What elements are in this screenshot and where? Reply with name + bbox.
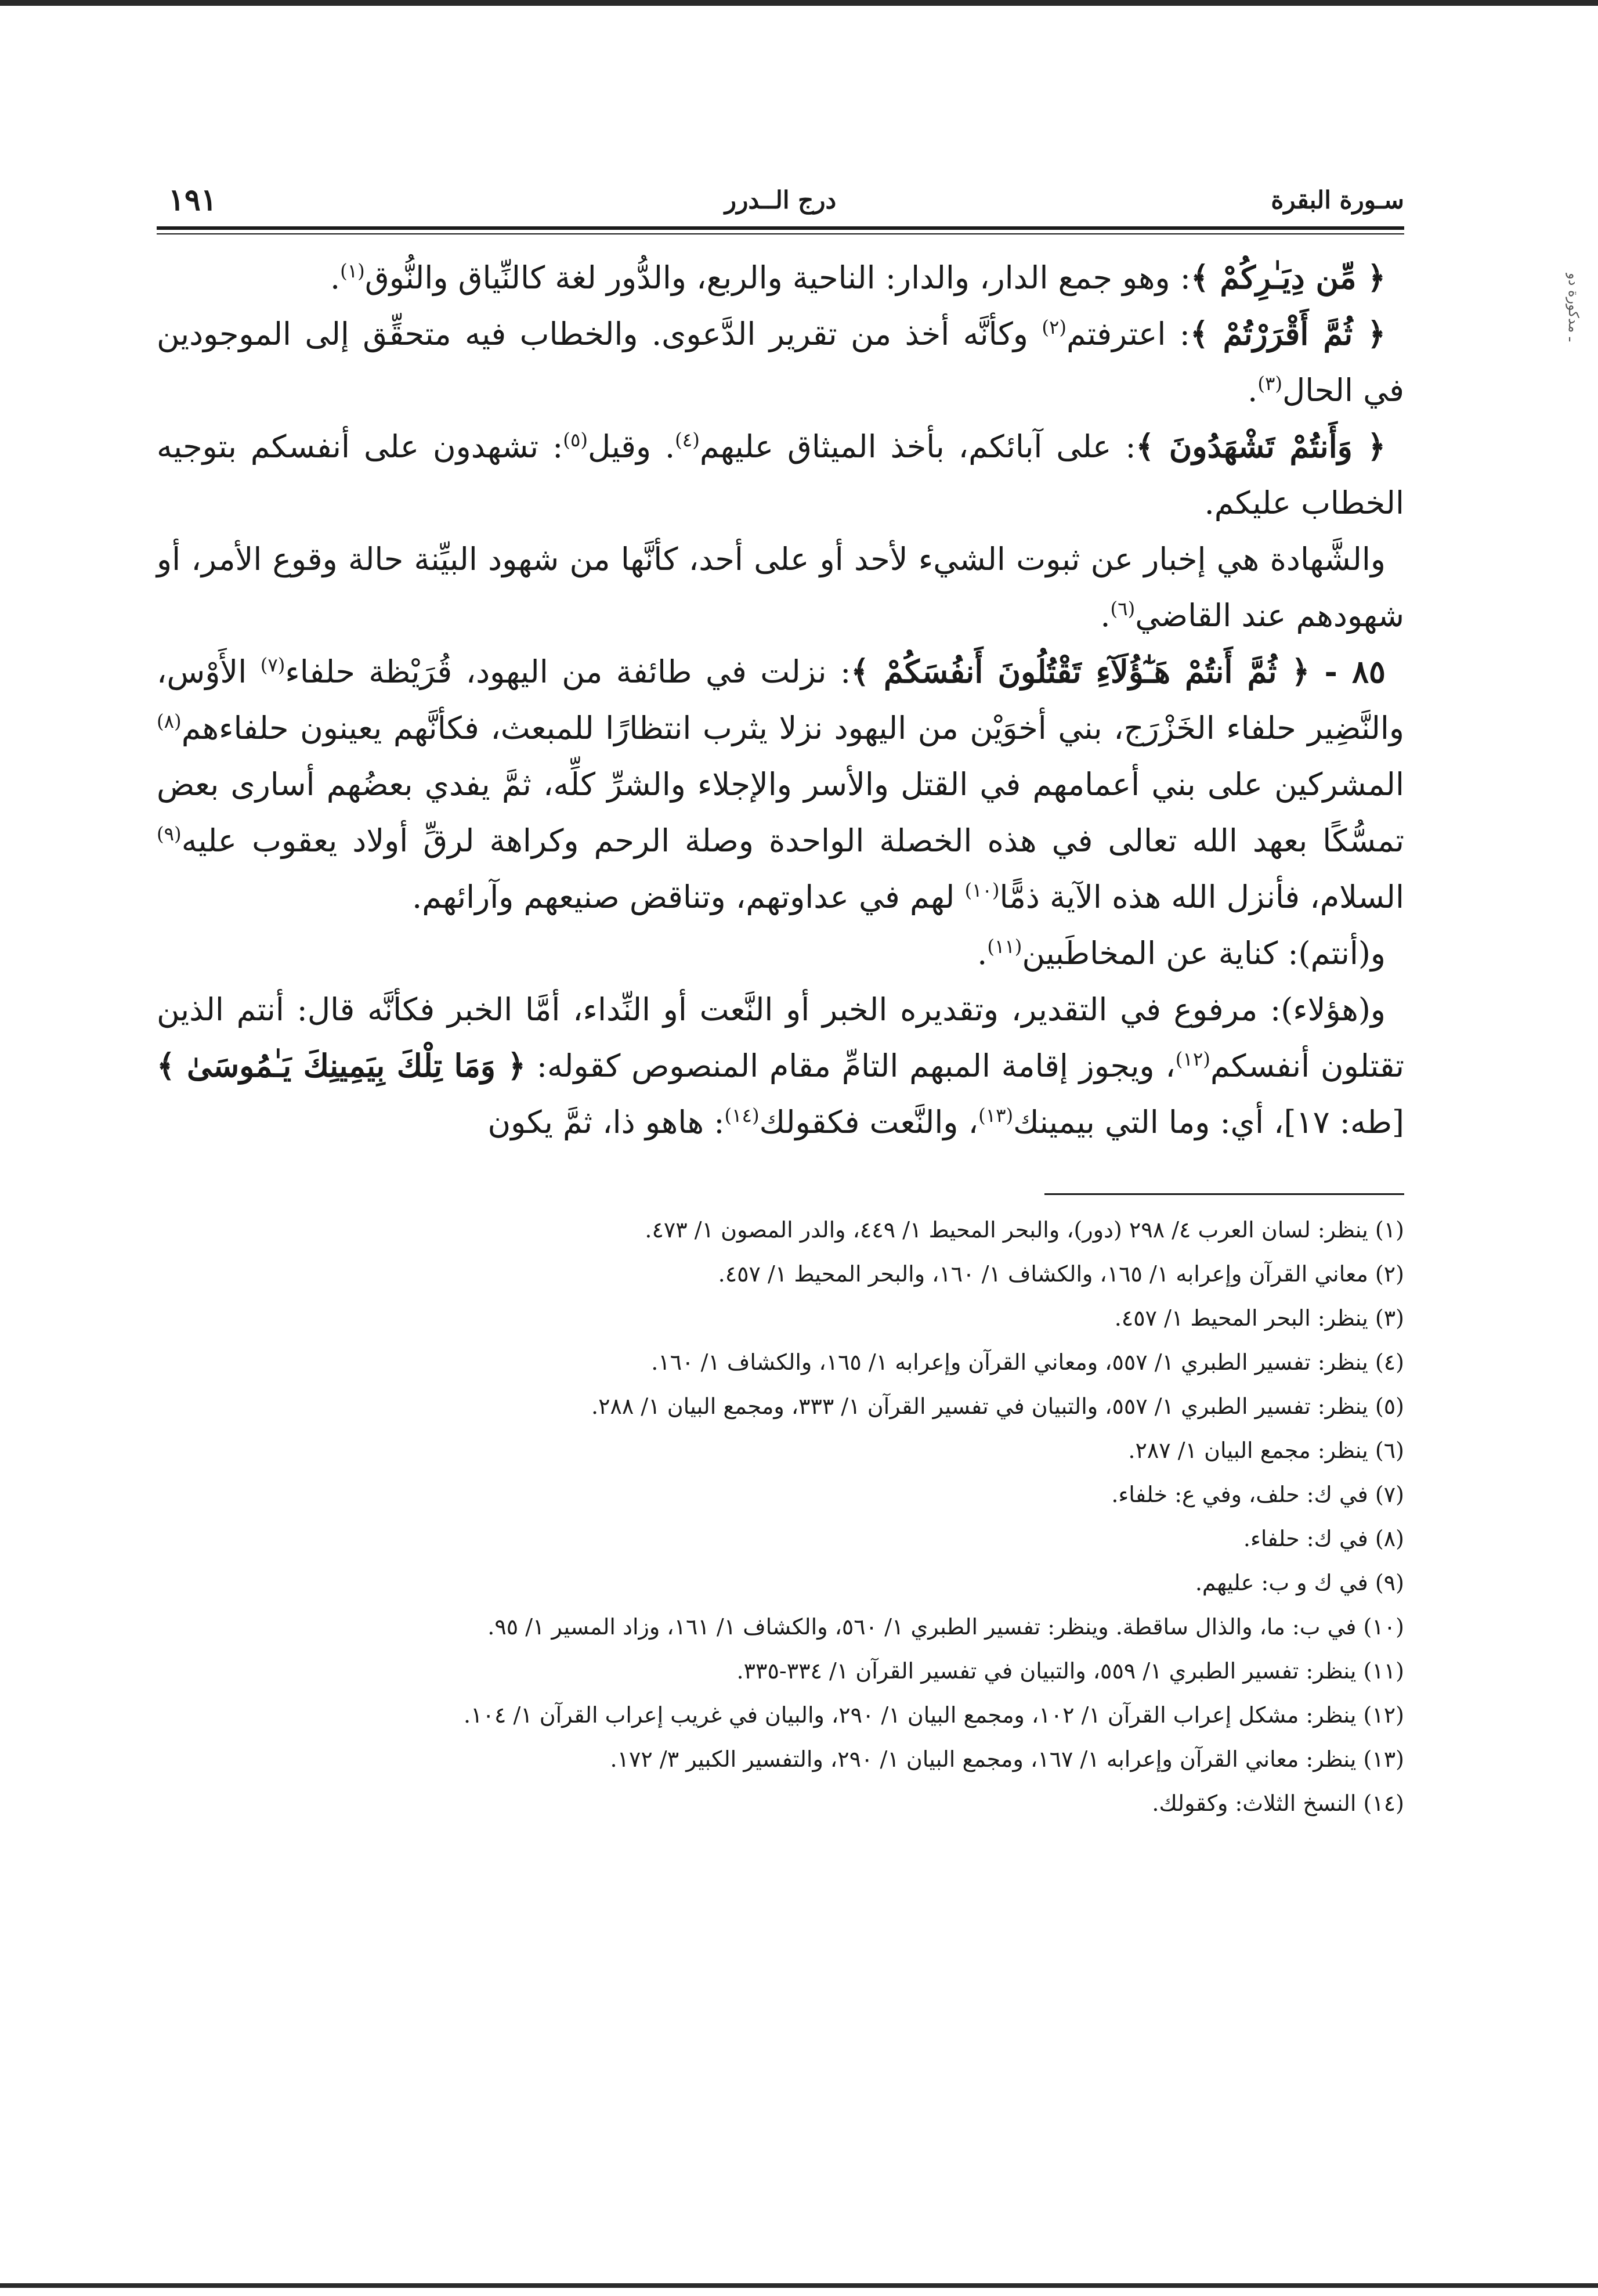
book-title: درج الــدرر [724,186,837,214]
footnote-ref: (١٢) [1175,1048,1210,1070]
paragraph [157,250,1404,306]
text: [طه: ١٧]، أي: وما التي بيمينك [1013,1104,1404,1140]
footnote: (٣) ينظر: البحر المحيط ١/ ٤٥٧. [1114,1305,1404,1331]
footnote-ref: (٢) [1042,316,1067,338]
paragraph-verse-85 [157,644,1404,925]
header-rule-thin [157,233,1404,234]
text: و(أنتم): كناية عن المخاطَبين [1022,935,1386,972]
footnote-separator [1044,1193,1404,1195]
paragraph [157,925,1404,981]
text: ، ويجوز إقامة المبهم التامِّ مقام المنصوص كقوله: [526,1048,1176,1084]
quran-phrase: ﴿ وَمَا تِلْكَ بِيَمِينِكَ يَـٰمُوسَىٰ ﴾ [157,1047,526,1084]
footnote: (٤) ينظر: تفسير الطبري ١/ ٥٥٧، ومعاني القرآن وإعرابه ١/ ١٦٥، والكشاف ١/ ١٦٠. [651,1349,1404,1375]
margin-handwritten-note: ـ مدكورة دو [1566,273,1582,342]
paragraph [157,531,1404,644]
footnote-ref: (٥) [563,429,588,451]
text: المشركين على بني أعمامهم في القتل والأسر والإجلاء والشرِّ كلِّه، ثمَّ يفدي بعضُهم أسارى بعض تمسُّكًا بعهد الله تعالى في هذه الخصلة الواحدة وصلة الرحم وكراهة لرقِّ أولاد يعقوب عليه [157,766,1404,859]
footnote-ref: (٣) [1257,373,1282,395]
footnote: (٥) ينظر: تفسير الطبري ١/ ٥٥٧، والتبيان في تفسير القرآن ١/ ٣٣٣، ومجمع البيان ١/ ٢٨٨. [591,1394,1404,1419]
quran-phrase: ﴿ ثُمَّ أَنتُمْ هَـٰٓؤُلَآءِ تَقْتُلُونَ أَنفُسَكُمْ ﴾ [851,653,1310,690]
paragraph [157,306,1404,418]
surah-title: سـورة البقرة [1271,186,1404,214]
footnote: (١٣) ينظر: معاني القرآن وإعرابه ١/ ١٦٧، ومجمع البيان ١/ ٢٩٠، والتفسير الكبير ٣/ ١٧٢. [610,1746,1404,1772]
footnote-ref: (١١) [987,936,1022,958]
footnote: (٢) معاني القرآن وإعرابه ١/ ١٦٥، والكشاف ١/ ١٦٠، والبحر المحيط ١/ ٤٥٧. [718,1261,1404,1287]
bottom-border [0,2283,1598,2288]
text: ، والنَّعت فكقولك [759,1104,979,1140]
footnote: (١١) ينظر: تفسير الطبري ١/ ٥٥٩، والتبيان في تفسير القرآن ١/ ٣٣٤-٣٣٥. [736,1658,1404,1684]
text: . [330,259,341,296]
footnote-ref: (٧) [260,654,285,676]
paragraph [157,981,1404,1150]
footnote: (١) ينظر: لسان العرب ٤/ ٢٩٨ (دور)، والبحر المحيط ١/ ٤٤٩، والدر المصون ١/ ٤٧٣. [645,1217,1404,1243]
text: لهم في عداوتهم، وتناقض صنيعهم وآرائهم. [412,879,965,915]
text: : اعترفتم [1066,316,1190,352]
footnote: (١٤) النسخ الثلاث: وكقولك. [1152,1790,1404,1816]
quran-phrase: ﴿ وَأَنتُمْ تَشْهَدُونَ ﴾ [1136,428,1386,465]
top-border [0,0,1598,6]
footnote-ref: (١٣) [978,1104,1014,1127]
text: : هاهو ذا، ثمَّ يكون [487,1104,725,1140]
footnote: (١٠) في ب: ما، والذال ساقطة. وينظر: تفسير الطبري ١/ ٥٦٠، والكشاف ١/ ١٦١، وزاد المسير ١/ ٩٥. [487,1614,1404,1640]
running-head [157,174,1404,223]
text: : نزلت في طائفة من اليهود، قُرَيْظة حلفاء [285,654,851,690]
footnote-ref: (٨) [157,710,182,732]
quran-phrase: ﴿ مِّن دِيَـٰرِكُمْ ﴾ [1190,259,1386,296]
footnotes [157,1208,1404,1825]
footnote-ref: (١) [340,260,365,282]
paragraph [157,418,1404,531]
footnote: (٩) في ك و ب: عليهم. [1195,1570,1404,1595]
footnote-ref: (١٠) [964,879,1000,901]
footnote: (٧) في ك: حلف، وفي ع: خلفاء. [1111,1482,1404,1507]
main-text [157,250,1404,1150]
text: : على آبائكم، بأخذ الميثاق عليهم [699,428,1136,465]
text: الأَوْس، والنَّضِير حلفاء الخَزْرَج، بني أخوَيْن من اليهود نزلا يثرب انتظارًا للمبعث، فكأنَّهم يعينون حلفاءهم [157,654,1404,746]
footnote-ref: (٩) [157,823,182,845]
footnote: (٨) في ك: حلفاء. [1243,1526,1404,1551]
verse-number: ٨٥ - [1310,653,1386,690]
text: . [1100,597,1111,634]
footnote-ref: (٤) [675,429,700,451]
page-number: ١٩١ [168,182,217,218]
footnote-ref: (٦) [1110,598,1136,620]
text: السلام، فأنزل الله هذه الآية ذمًّا [999,879,1404,915]
footnote-ref: (١٤) [724,1104,760,1127]
footnote: (٦) ينظر: مجمع البيان ١/ ٢٨٧. [1128,1438,1404,1463]
text: : تشهدون على أنفسكم بتوجيه الخطاب عليكم. [157,428,1404,521]
text: . [977,935,988,972]
text: والشَّهادة هي إخبار عن ثبوت الشيء لأحد أو على أحد، كأنَّها من شهود البيِّنة حالة وقوع الأمر، أو شهودهم عند القاضي [157,541,1404,634]
page [157,174,1404,1825]
quran-phrase: ﴿ ثُمَّ أَقْرَرْتُمْ ﴾ [1190,315,1386,352]
header-rule-thick [157,226,1404,230]
text: . [1248,372,1258,409]
text: و(هؤلاء): مرفوع في التقدير، وتقديره الخبر أو النَّعت أو النِّداء، أمَّا الخبر فكأنَّه قال: أنتم الذين تقتلون أنفسكم [157,991,1404,1084]
text: وكأنَّه أخذ من تقرير الدَّعوى. والخطاب فيه متحقِّق إلى الموجودين في الحال [157,316,1404,409]
text: : وهو جمع الدار، والدار: الناحية والربع، والدُّور لغة كالنِّياق والنُّوق [364,259,1191,296]
footnote: (١٢) ينظر: مشكل إعراب القرآن ١/ ١٠٢، ومجمع البيان ١/ ٢٩٠، والبيان في غريب إعراب القرآن ١/ ١٠٤. [464,1702,1404,1728]
text: . وقيل [587,428,675,465]
